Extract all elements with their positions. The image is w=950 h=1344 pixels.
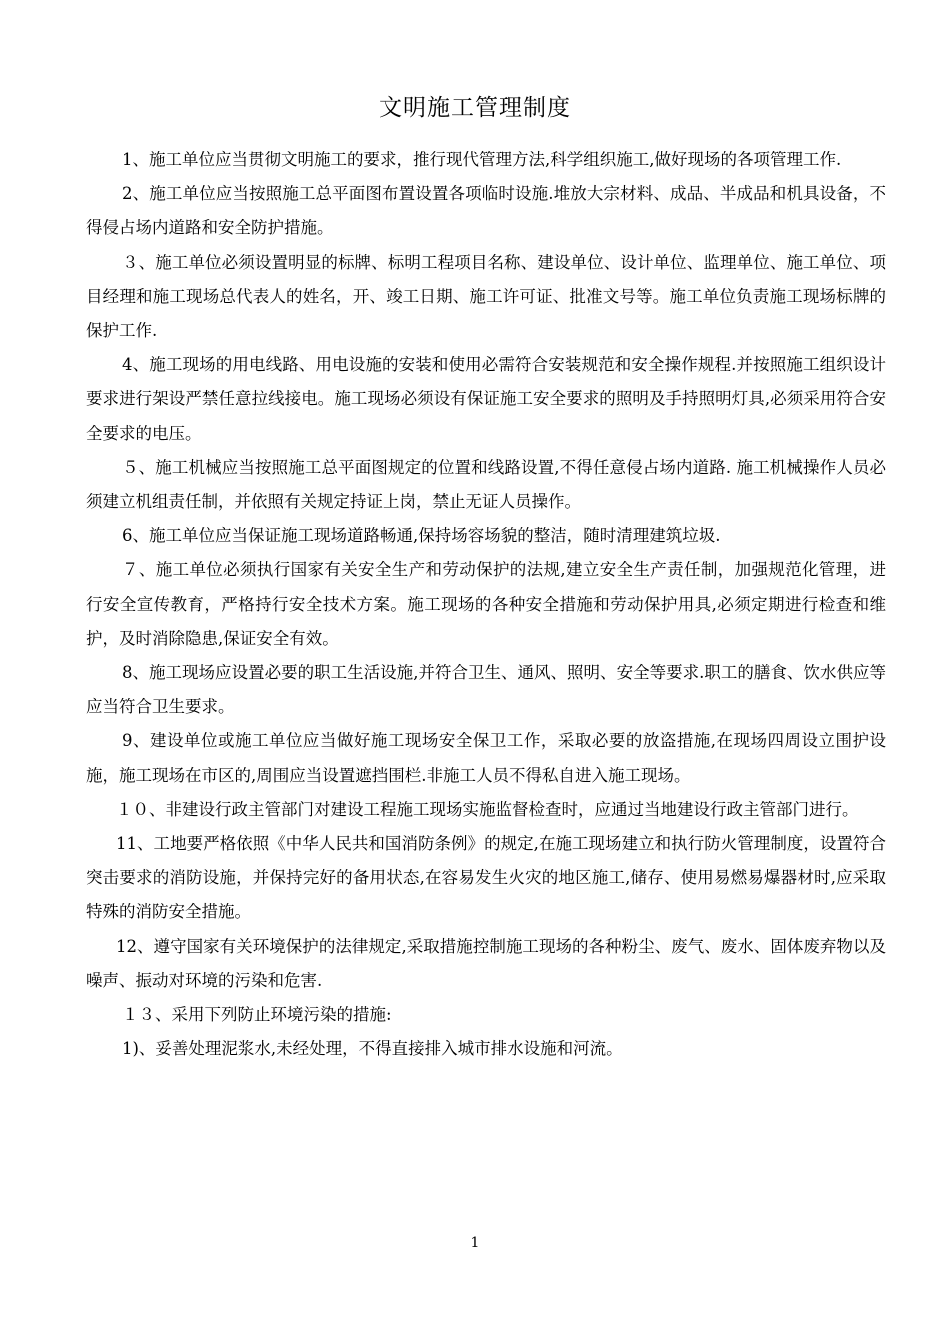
paragraph-4: 4、施工现场的用电线路、用电设施的安装和使用必需符合安装规范和安全操作规程.并按照施工组织设计要求进行架设严禁任意拉线接电。施工现场必须设有保证施工安全要求的照明及手持照明灯具,必须采用符合安全要求的电压。 [86, 355, 886, 443]
paragraph-11: 11、工地要严格依照《中华人民共和国消防条例》的规定,在施工现场建立和执行防火管理制度，设置符合突击要求的消防设施，并保持完好的备用状态,在容易发生火灾的地区施工,储存、使用易燃易爆器材时,应采取特殊的消防安全措施。 [86, 834, 886, 922]
paragraph-3: ３、施工单位必须设置明显的标牌、标明工程项目名称、建设单位、设计单位、监理单位、施工单位、项目经理和施工现场总代表人的姓名，开、竣工日期、施工许可证、批准文号等。施工单位负责施工现场标牌的保护工作. [86, 252, 886, 341]
paragraph-7: ７、施工单位必须执行国家有关安全生产和劳动保护的法规,建立安全生产责任制，加强规范化管理，进行安全宣传教育，严格持行安全技术方案。施工现场的各种安全措施和劳动保护用具,必须定期进行检查和维护，及时消除隐患,保证安全有效。 [86, 560, 886, 648]
paragraph-8: 8、施工现场应设置必要的职工生活设施,并符合卫生、通风、照明、安全等要求.职工的膳食、饮水供应等应当符合卫生要求。 [86, 663, 886, 717]
paragraph-10: １０、非建设行政主管部门对建设工程施工现场实施监督检查时，应通过当地建设行政主管部门进行。 [116, 799, 859, 819]
paragraph-5: ５、施工机械应当按照施工总平面图规定的位置和线路设置,不得任意侵占场内道路. 施工机械操作人员必须建立机组责任制，并依照有关规定持证上岗，禁止无证人员操作。 [86, 457, 886, 512]
paragraph-2: 2、施工单位应当按照施工总平面图布置设置各项临时设施.堆放大宗材料、成品、半成品和机具设备，不得侵占场内道路和安全防护措施。 [86, 184, 886, 238]
paragraph-13-item-1: 1)、妥善处理泥浆水,未经处理，不得直接排入城市排水设施和河流。 [122, 1039, 623, 1059]
paragraph-9: 9、建设单位或施工单位应当做好施工现场安全保卫工作，采取必要的放盗措施,在现场四周设立围护设施，施工现场在市区的,周围应当设置遮挡围栏.非施工人员不得私自进入施工现场。 [86, 731, 886, 785]
page-number: 1 [470, 1235, 480, 1251]
paragraph-1: 1、施工单位应当贯彻文明施工的要求，推行现代管理方法,科学组织施工,做好现场的各项管理工作. [122, 150, 842, 169]
paragraph-13: １３、采用下列防止环境污染的措施: [122, 1005, 392, 1025]
document-body [86, 143, 886, 1066]
document-title: 文明施工管理制度 [379, 95, 571, 121]
paragraph-12: 12、遵守国家有关环境保护的法律规定,采取措施控制施工现场的各种粉尘、废气、废水、固体废弃物以及噪声、振动对环境的污染和危害. [86, 936, 886, 990]
paragraph-6: 6、施工单位应当保证施工现场道路畅通,保持场容场貌的整洁，随时清理建筑垃圾. [122, 526, 721, 546]
